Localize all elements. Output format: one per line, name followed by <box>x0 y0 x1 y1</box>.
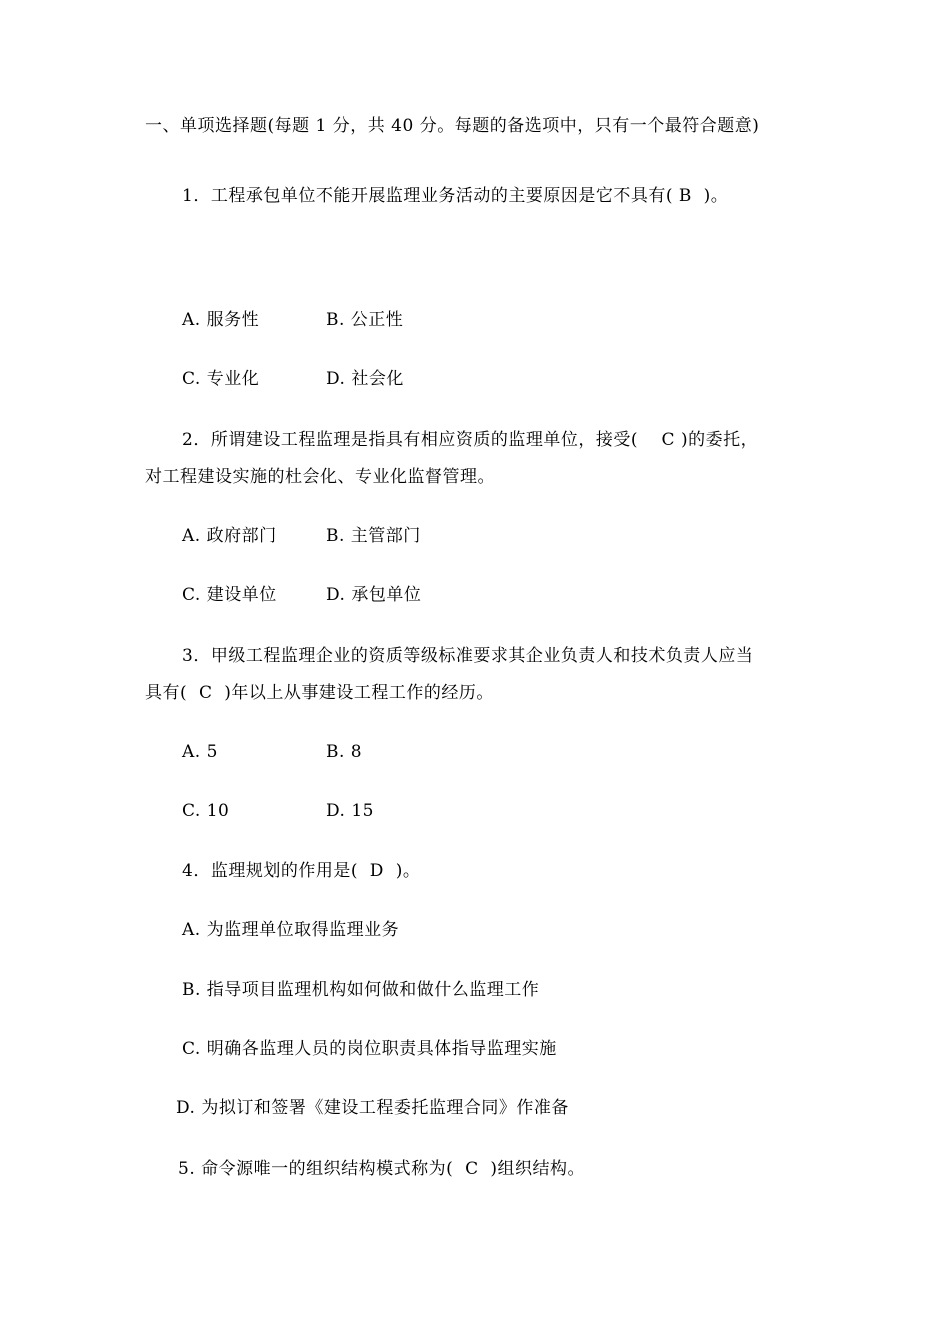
question-1-option-b: B. 公正性 <box>326 310 404 330</box>
question-4-option-c: C. 明确各监理人员的岗位职责具体指导监理实施 <box>182 1039 557 1059</box>
question-4-option-d: D. 为拟订和签署《建设工程委托监理合同》作准备 <box>176 1098 569 1118</box>
question-2-option-b: B. 主管部门 <box>326 526 421 546</box>
question-5-stem: 5. 命令源唯一的组织结构模式称为( C )组织结构。 <box>178 1159 586 1179</box>
question-3-stem-line1: 3．甲级工程监理企业的资质等级标准要求其企业负责人和技术负责人应当 <box>182 646 754 666</box>
question-1-option-a: A. 服务性 <box>182 310 260 330</box>
question-3-stem-line2: 具有( C )年以上从事建设工程工作的经历。 <box>145 683 494 703</box>
question-2-option-c: C. 建设单位 <box>182 585 277 605</box>
question-2-option-d: D. 承包单位 <box>326 585 422 605</box>
question-3-option-c: C. 10 <box>182 801 230 821</box>
question-3-option-d: D. 15 <box>326 801 374 821</box>
question-1-option-d: D. 社会化 <box>326 369 404 389</box>
question-4-stem: 4．监理规划的作用是( D )。 <box>182 861 421 881</box>
question-2-stem-line1: 2．所谓建设工程监理是指具有相应资质的监理单位，接受( C )的委托， <box>182 430 759 450</box>
question-2-option-a: A. 政府部门 <box>182 526 277 546</box>
question-1-stem: 1．工程承包单位不能开展监理业务活动的主要原因是它不具有( B )。 <box>182 186 729 206</box>
question-3-option-b: B. 8 <box>326 742 363 762</box>
question-3-option-a: A. 5 <box>182 742 218 762</box>
question-4-option-a: A. 为监理单位取得监理业务 <box>182 920 400 940</box>
question-2-stem-line2: 对工程建设实施的杜会化、专业化监督管理。 <box>145 467 495 487</box>
section-title: 一、单项选择题(每题 1 分，共 40 分。每题的备选项中，只有一个最符合题意) <box>145 116 760 136</box>
question-4-option-b: B. 指导项目监理机构如何做和做什么监理工作 <box>182 980 540 1000</box>
question-1-option-c: C. 专业化 <box>182 369 260 389</box>
